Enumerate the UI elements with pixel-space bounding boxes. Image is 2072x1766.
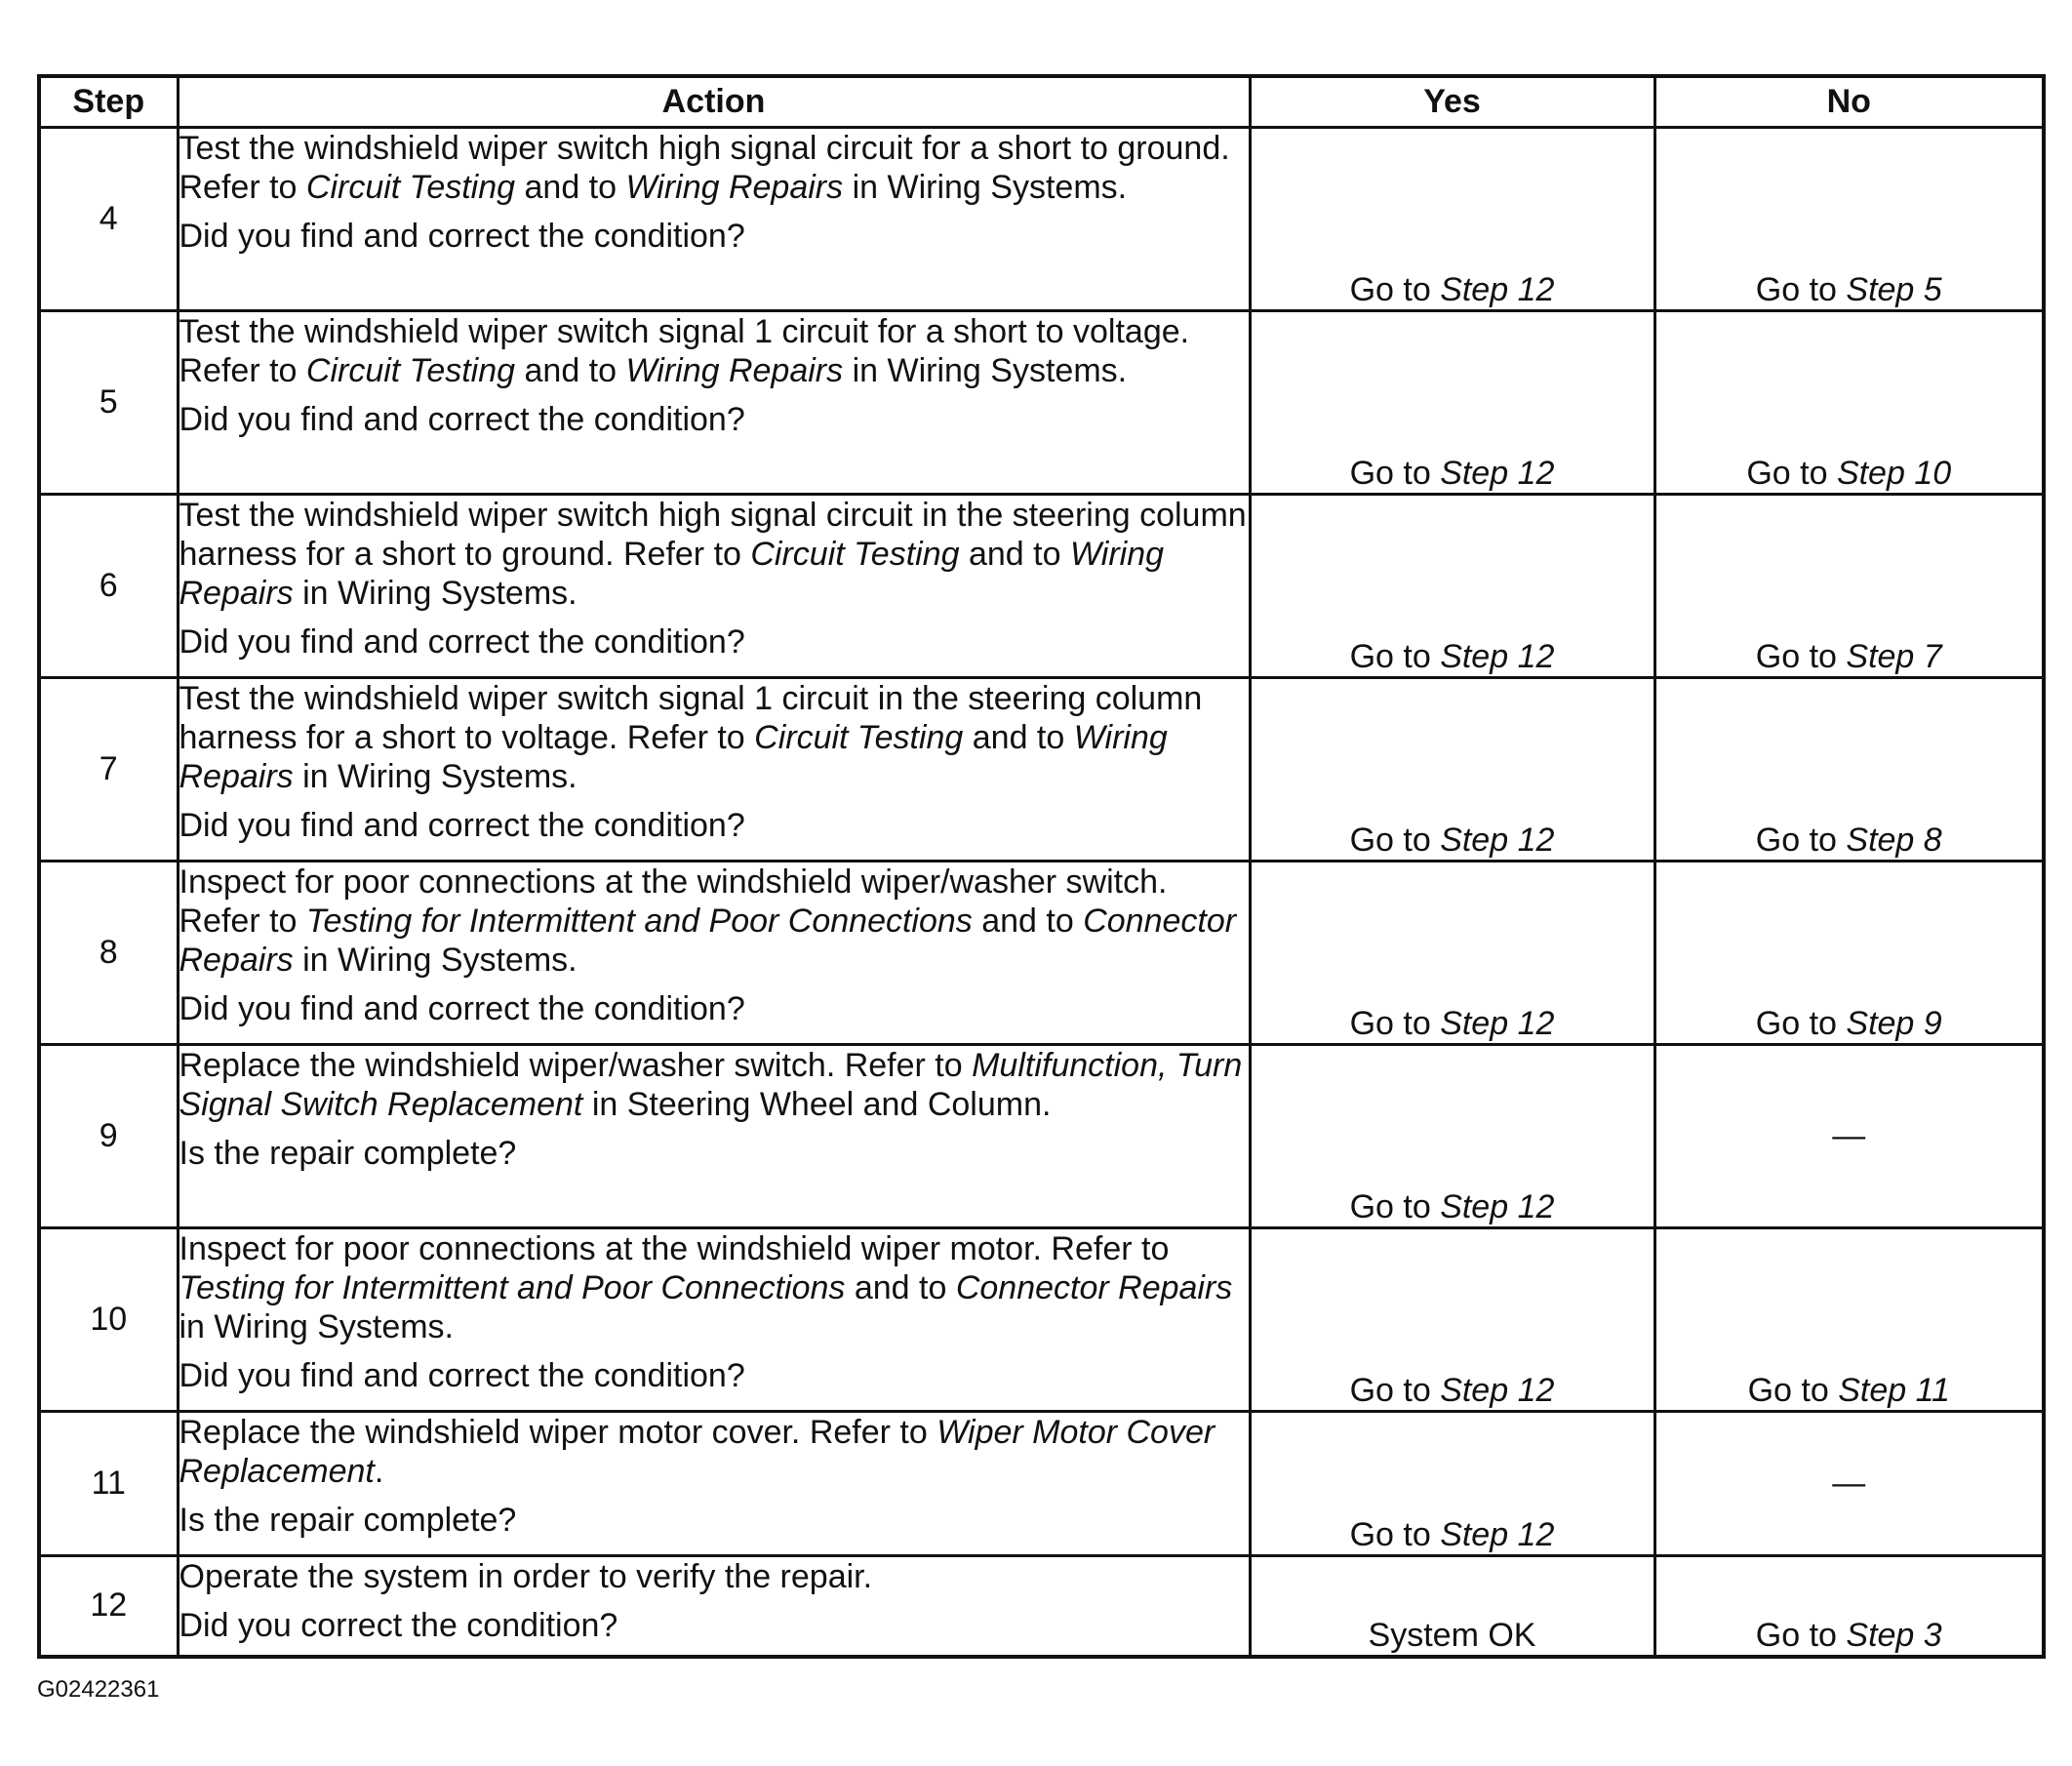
reference-text: Step 3: [1846, 1616, 1942, 1654]
yes-result: [1250, 495, 1654, 678]
text-run: in Wiring Systems.: [293, 758, 578, 795]
reference-text: Step 12: [1440, 1005, 1555, 1042]
action-question: Did you find and correct the condition?: [179, 401, 745, 438]
reference-text: Step 12: [1440, 638, 1555, 675]
text-run: in Wiring Systems.: [293, 575, 578, 612]
action-question: Did you correct the condition?: [179, 1607, 618, 1644]
step-number: 4: [39, 128, 178, 311]
yes-result: [1250, 128, 1654, 311]
text-run: Go to: [1349, 1516, 1441, 1553]
reference-text: Wiring Repairs: [625, 352, 844, 389]
action-instruction: [179, 129, 1249, 207]
step-number: 7: [39, 678, 178, 862]
text-run: Inspect for poor connections at the windshield wiper/washer switch. Refer to: [179, 863, 1168, 940]
text-run: in Wiring Systems.: [293, 942, 578, 979]
text-run: Go to: [1349, 271, 1441, 308]
action-instruction: [179, 1557, 1249, 1596]
text-run: and to: [959, 536, 1070, 573]
action-question: Did you find and correct the condition?: [179, 807, 745, 844]
no-result: [1654, 128, 2044, 311]
table-row: [39, 678, 2044, 862]
header-yes: Yes: [1250, 76, 1654, 128]
text-run: Inspect for poor connections at the windshield wiper motor. Refer to: [179, 1230, 1170, 1267]
yes-result: [1250, 862, 1654, 1045]
text-run: in Wiring Systems.: [843, 169, 1128, 206]
text-run: Test the windshield wiper switch high signal circuit in the steering column harness for a short to ground. Refer to: [179, 497, 1247, 573]
action-question: Did you find and correct the condition?: [179, 218, 745, 255]
reference-text: Testing for Intermittent and Poor Connections: [179, 1269, 846, 1306]
reference-text: Connector Repairs: [179, 903, 1237, 979]
table-row: [39, 311, 2044, 495]
action-cell: [178, 678, 1250, 862]
reference-text: Circuit Testing: [305, 169, 516, 206]
figure-id: G02422361: [37, 1676, 160, 1703]
no-result: [1654, 495, 2044, 678]
text-run: Go to: [1755, 271, 1847, 308]
reference-text: Circuit Testing: [305, 352, 516, 389]
reference-text: Circuit Testing: [754, 719, 964, 756]
step-number: 11: [39, 1412, 178, 1556]
yes-result: [1250, 678, 1654, 862]
reference-text: Step 12: [1440, 1372, 1555, 1409]
step-number: 9: [39, 1045, 178, 1228]
action-question: Did you find and correct the condition?: [179, 1357, 745, 1394]
reference-text: Connector Repairs: [955, 1269, 1233, 1306]
action-instruction: [179, 863, 1249, 980]
reference-text: Step 9: [1846, 1005, 1942, 1042]
text-run: Go to: [1755, 638, 1847, 675]
action-instruction: [179, 1046, 1249, 1124]
action-question: Is the repair complete?: [179, 1135, 517, 1172]
reference-text: Step 12: [1440, 271, 1555, 308]
text-run: Go to: [1349, 1372, 1441, 1409]
reference-text: Step 12: [1440, 1516, 1555, 1553]
reference-text: Step 5: [1846, 271, 1942, 308]
reference-text: Step 8: [1846, 822, 1942, 859]
text-run: in Wiring Systems.: [179, 1308, 454, 1345]
text-run: and to: [515, 352, 626, 389]
diagnostic-table: [37, 74, 2046, 1659]
action-cell: [178, 1556, 1250, 1657]
action-cell: [178, 1412, 1250, 1556]
text-run: in Steering Wheel and Column.: [582, 1086, 1052, 1123]
text-run: Test the windshield wiper switch signal 1 circuit in the steering column harness for a short to voltage. Refer to: [179, 680, 1203, 756]
header-no: No: [1654, 76, 2044, 128]
yes-result: [1250, 1045, 1654, 1228]
table-row: [39, 1045, 2044, 1228]
no-result: [1654, 678, 2044, 862]
table-row: [39, 495, 2044, 678]
header-action: Action: [178, 76, 1250, 128]
action-instruction: [179, 679, 1249, 796]
reference-text: Step 11: [1838, 1372, 1950, 1409]
table-row: [39, 862, 2044, 1045]
text-run: System OK: [1368, 1616, 1536, 1654]
no-result: [1654, 1045, 2044, 1228]
action-cell: [178, 311, 1250, 495]
step-number: 8: [39, 862, 178, 1045]
yes-result: [1250, 1556, 1654, 1657]
reference-text: Testing for Intermittent and Poor Connections: [305, 903, 973, 940]
text-run: Test the windshield wiper switch high signal circuit for a short to ground. Refer to: [179, 130, 1230, 206]
text-run: and to: [515, 169, 626, 206]
yes-result: [1250, 1228, 1654, 1412]
text-run: and to: [845, 1269, 956, 1306]
step-number: 12: [39, 1556, 178, 1657]
reference-text: Wiring Repairs: [179, 536, 1165, 612]
text-run: Replace the windshield wiper/washer switch. Refer to: [179, 1047, 973, 1084]
text-run: .: [374, 1453, 384, 1490]
reference-text: Step 12: [1440, 1188, 1555, 1225]
reference-text: Step 12: [1440, 822, 1555, 859]
text-run: Go to: [1747, 1372, 1839, 1409]
reference-text: Step 12: [1440, 455, 1555, 492]
action-instruction: [179, 1229, 1249, 1346]
action-instruction: [179, 496, 1249, 613]
no-result: [1654, 311, 2044, 495]
action-cell: [178, 495, 1250, 678]
step-number: 5: [39, 311, 178, 495]
text-run: and to: [972, 903, 1084, 940]
no-result: [1654, 862, 2044, 1045]
table-row: [39, 128, 2044, 311]
reference-text: Step 10: [1836, 455, 1952, 492]
text-run: Go to: [1349, 1188, 1441, 1225]
step-number: 6: [39, 495, 178, 678]
yes-result: [1250, 311, 1654, 495]
action-cell: [178, 128, 1250, 311]
action-cell: [178, 1045, 1250, 1228]
table-row: [39, 1412, 2044, 1556]
reference-text: Step 7: [1846, 638, 1942, 675]
reference-text: Wiper Motor Cover Replacement: [179, 1414, 1215, 1490]
text-run: Replace the windshield wiper motor cover. Refer to: [179, 1414, 937, 1451]
text-run: Go to: [1349, 638, 1441, 675]
action-instruction: [179, 312, 1249, 390]
text-run: Go to: [1349, 1005, 1441, 1042]
step-number: 10: [39, 1228, 178, 1412]
action-cell: [178, 1228, 1250, 1412]
text-run: Go to: [1755, 1616, 1847, 1654]
yes-result: [1250, 1412, 1654, 1556]
reference-text: Wiring Repairs: [179, 719, 1168, 795]
reference-text: Multifunction, Turn Signal Switch Replacement: [179, 1047, 1243, 1123]
action-cell: [178, 862, 1250, 1045]
text-run: Go to: [1349, 455, 1441, 492]
text-run: Test the windshield wiper switch signal 1 circuit for a short to voltage. Refer to: [179, 313, 1190, 389]
table-row: [39, 1228, 2044, 1412]
text-run: Go to: [1746, 455, 1837, 492]
action-question: Did you find and correct the condition?: [179, 623, 745, 661]
header-row: [39, 76, 2044, 128]
text-run: Go to: [1755, 822, 1847, 859]
table-row: [39, 1556, 2044, 1657]
action-question: Is the repair complete?: [179, 1502, 517, 1539]
text-run: Go to: [1349, 822, 1441, 859]
text-run: —: [1832, 1465, 1866, 1502]
no-result: [1654, 1412, 2044, 1556]
text-run: —: [1832, 1117, 1866, 1154]
action-question: Did you find and correct the condition?: [179, 990, 745, 1027]
reference-text: Circuit Testing: [750, 536, 960, 573]
no-result: [1654, 1556, 2044, 1657]
header-step: Step: [39, 76, 178, 128]
reference-text: Wiring Repairs: [625, 169, 844, 206]
no-result: [1654, 1228, 2044, 1412]
text-run: Go to: [1755, 1005, 1847, 1042]
text-run: in Wiring Systems.: [843, 352, 1128, 389]
text-run: Operate the system in order to verify the repair.: [179, 1558, 873, 1595]
text-run: and to: [963, 719, 1074, 756]
action-instruction: [179, 1413, 1249, 1491]
